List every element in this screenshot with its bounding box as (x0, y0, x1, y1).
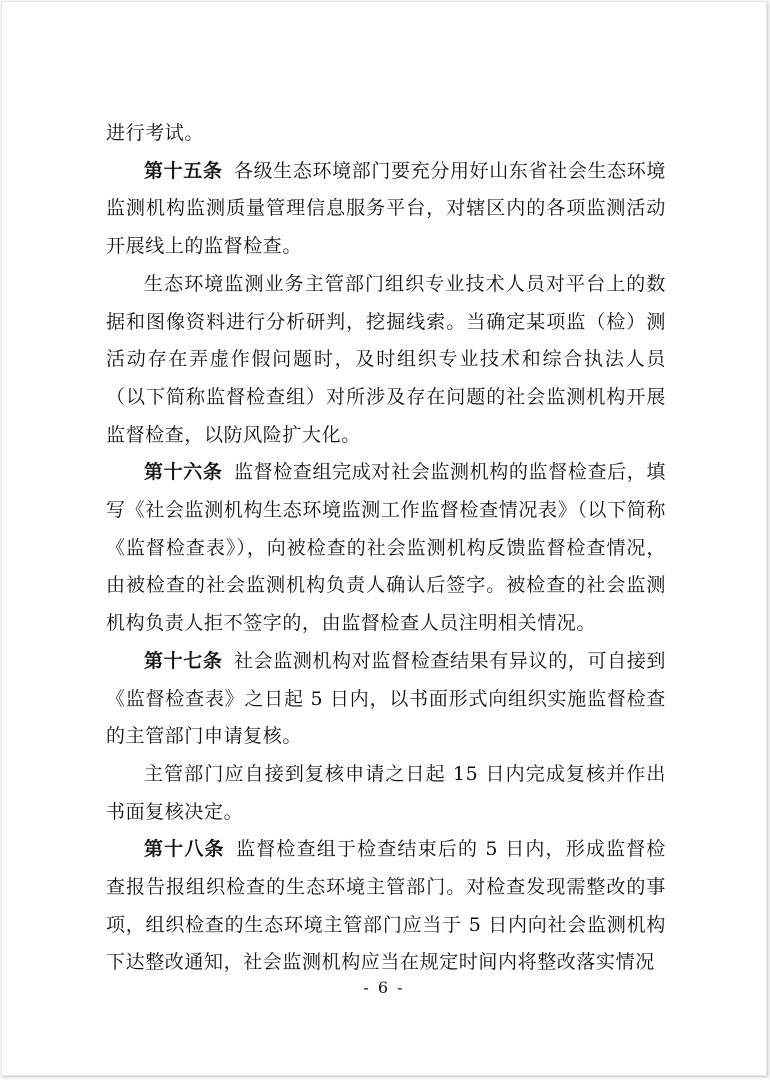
paragraph-text: 社会监测机构对监督检查结果有异议的，可自接到《监督检查表》之日起 5 日内，以书面形式向组织实施监督检查的主管部门申请复核。 (106, 649, 666, 748)
article-heading: 第十八条 (144, 838, 225, 861)
paragraph-text: 进行考试。 (106, 122, 205, 144)
page-number: - 6 - (363, 978, 405, 997)
article-15-paragraph (106, 153, 666, 266)
paragraph-text: 监督检查组于检查结束后的 5 日内，形成监督检查报告报组织检查的生态环境主管部门。对检查发现需整改的事项，组织检查的生态环境主管部门应当于 5 日内向社会监测机构下达整改通知，社会监测机构应当在规定时间内将整改落实情况 (106, 838, 667, 974)
article-heading: 第十五条 (144, 159, 223, 182)
paragraph (106, 115, 666, 153)
paragraph-text: 各级生态环境部门要充分用好山东省社会生态环境监测机构监测质量管理信息服务平台，对辖区内的各项监测活动开展线上的监督检查。 (106, 159, 666, 258)
article-18-paragraph (106, 831, 666, 982)
document-body (106, 115, 666, 982)
article-heading: 第十七条 (144, 649, 223, 672)
paragraph (106, 266, 666, 455)
article-17-paragraph (106, 643, 666, 756)
paragraph-text: 生态环境监测业务主管部门组织专业技术人员对平台上的数据和图像资料进行分析研判，挖掘线索。当确定某项监（检）测活动存在弄虚作假问题时，及时组织专业技术和综合执法人员（以下简称监督检查组）对所涉及存在问题的社会监测机构开展监督检查，以防风险扩大化。 (106, 272, 666, 446)
paragraph-text: 监督检查组完成对社会监测机构的监督检查后，填写《社会监测机构生态环境监测工作监督检查情况表》（以下简称《监督检查表》），向被检查的社会监测机构反馈监督检查情况，由被检查的社会监测机构负责人确认后签字。被检查的社会监测机构负责人拒不签字的，由监督检查人员注明相关情况。 (106, 461, 666, 635)
paragraph (106, 756, 666, 831)
article-16-paragraph (106, 454, 666, 643)
paragraph-text: 主管部门应自接到复核申请之日起 15 日内完成复核并作出书面复核决定。 (106, 762, 666, 823)
document-page (1, 1, 767, 1076)
article-heading: 第十六条 (144, 461, 223, 484)
